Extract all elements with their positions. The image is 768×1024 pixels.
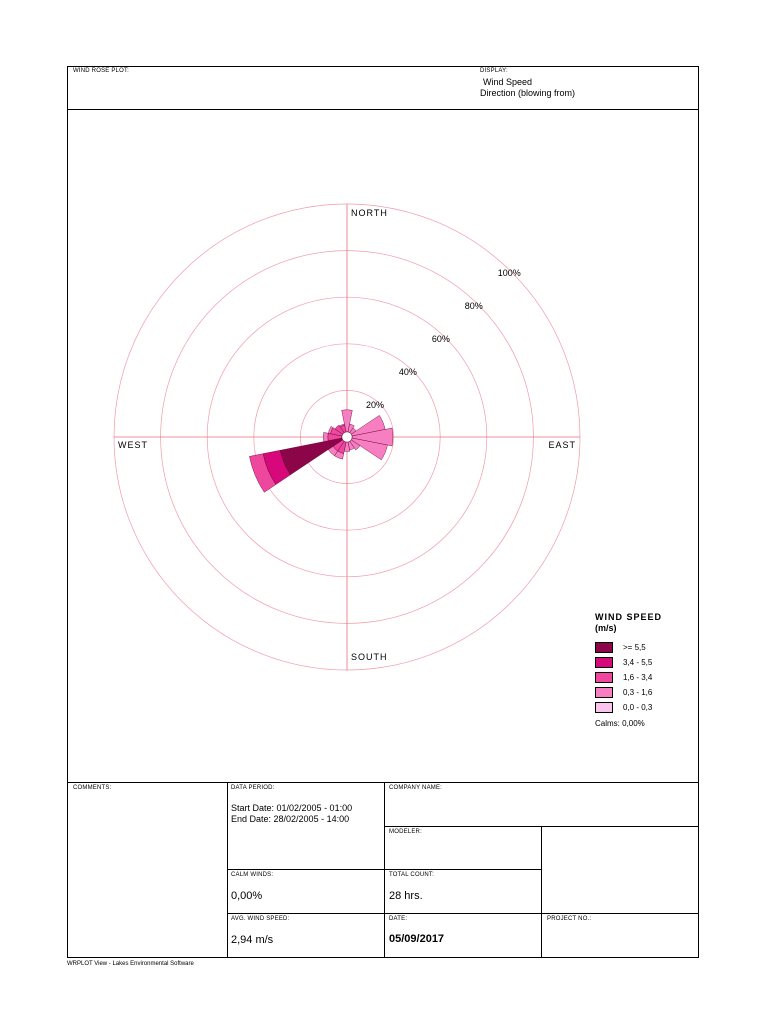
table-col-divider-1	[227, 782, 228, 958]
ring-label: 80%	[464, 301, 483, 312]
legend-label: 0,3 - 1,6	[623, 688, 653, 697]
display-line2: Direction (blowing from)	[480, 88, 576, 98]
legend-label: 1,6 - 3,4	[623, 673, 653, 682]
legend-swatch	[595, 642, 613, 653]
calm-winds-label: CALM WINDS:	[231, 872, 274, 878]
sector-wsw-bin-0	[280, 438, 342, 475]
display-label: DISPLAY:	[480, 68, 508, 74]
direction-label: SOUTH	[351, 652, 388, 662]
table-col-divider-2	[384, 782, 385, 958]
table-row-divider-1	[384, 826, 699, 827]
project-label: PROJECT NO.:	[547, 916, 592, 922]
calm-circle	[342, 432, 352, 442]
total-count-value: 28 hrs.	[389, 890, 423, 902]
date-value: 05/09/2017	[389, 933, 445, 945]
ring-label: 40%	[398, 367, 417, 378]
sector-w-bin-3	[323, 432, 328, 441]
legend-swatch	[595, 672, 613, 683]
table-row-divider-2	[227, 869, 541, 870]
data-period-label: DATA PERIOD:	[231, 785, 275, 791]
direction-label: EAST	[548, 440, 576, 450]
legend-unit: (m/s)	[595, 623, 617, 633]
table-row-divider-3	[227, 913, 699, 914]
avg-speed-value: 2,94 m/s	[231, 934, 274, 946]
legend-label: 3,4 - 5,5	[623, 658, 653, 667]
legend-title: WIND SPEED	[595, 612, 663, 622]
calm-winds-value: 0,00%	[231, 890, 263, 902]
total-count-label: TOTAL COUNT:	[389, 872, 434, 878]
legend-calms: Calms: 0,00%	[595, 719, 645, 728]
date-label: DATE:	[389, 916, 408, 922]
table-col-divider-3	[541, 826, 542, 958]
company-label: COMPANY NAME:	[389, 785, 443, 791]
start-date: Start Date: 01/02/2005 - 01:00	[231, 803, 353, 813]
legend-swatch	[595, 702, 613, 713]
table-top-border	[67, 782, 699, 783]
direction-label: WEST	[118, 440, 148, 450]
end-date: End Date: 28/02/2005 - 14:00	[231, 814, 350, 824]
plot-label: WIND ROSE PLOT:	[73, 68, 130, 74]
avg-speed-label: AVG. WIND SPEED:	[231, 916, 290, 922]
legend-swatch	[595, 657, 613, 668]
display-line1: Wind Speed	[483, 77, 533, 87]
ring-label: 60%	[431, 334, 450, 345]
modeler-label: MODELER:	[389, 829, 422, 835]
legend-label: 0,0 - 0,3	[623, 703, 653, 712]
ring-label: 100%	[497, 268, 521, 279]
legend-label: >= 5,5	[623, 643, 646, 652]
comments-label: COMMENTS:	[73, 785, 112, 791]
ring-label: 20%	[365, 400, 384, 411]
software-credit: WRPLOT View - Lakes Environmental Software	[67, 961, 194, 967]
legend-swatch	[595, 687, 613, 698]
direction-label: NORTH	[351, 208, 388, 218]
